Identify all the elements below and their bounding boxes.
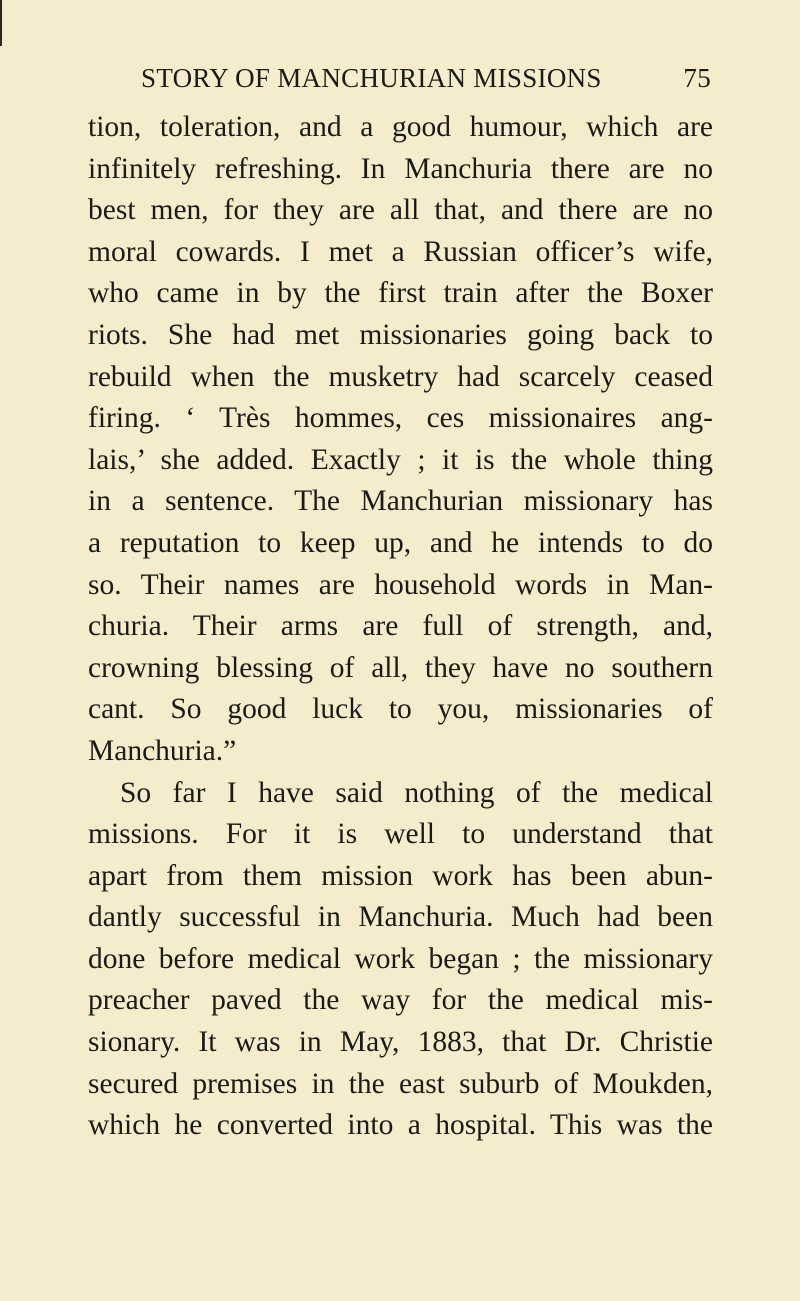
text-line: crowning blessing of all, they have no southern xyxy=(88,651,713,684)
paragraph-start-line: So far I have said nothing of the medical xyxy=(120,776,713,809)
running-title: STORY OF MANCHURIAN MISSIONS xyxy=(141,63,602,93)
text-line: moral cowards. I met a Russian officer’s wife, xyxy=(88,235,713,268)
text-line: so. Their names are household words in Man- xyxy=(88,568,713,601)
text-line: apart from them mission work has been abun- xyxy=(88,859,713,892)
text-line: lais,’ she added. Exactly ; it is the whole thing xyxy=(88,443,713,476)
running-header xyxy=(141,58,711,98)
text-line: infinitely refreshing. In Manchuria there are no xyxy=(88,152,713,185)
text-line: done before medical work began ; the missionary xyxy=(88,942,713,975)
text-line: missions. For it is well to understand that xyxy=(88,818,713,851)
text-line: who came in by the first train after the Boxer xyxy=(88,277,713,310)
text-line: firing. ‘ Très hommes, ces missionaires ang- xyxy=(88,402,713,435)
page-edge-mark xyxy=(0,0,2,46)
text-line: in a sentence. The Manchurian missionary has xyxy=(88,485,713,518)
text-line: tion, toleration, and a good humour, which are xyxy=(88,111,713,143)
text-line: which he converted into a hospital. This was the xyxy=(88,1109,713,1142)
text-line: sionary. It was in May, 1883, that Dr. Christie xyxy=(88,1026,713,1059)
text-line: rebuild when the musketry had scarcely ceased xyxy=(88,360,713,393)
body-text xyxy=(88,107,713,1147)
paragraph-end-line: Manchuria.” xyxy=(88,734,237,767)
page-number: 75 xyxy=(683,63,711,93)
text-line: dantly successful in Manchuria. Much had been xyxy=(88,901,713,934)
text-line: secured premises in the east suburb of Moukden, xyxy=(88,1067,713,1100)
text-line: best men, for they are all that, and there are no xyxy=(88,194,713,227)
text-line: churia. Their arms are full of strength, and, xyxy=(88,610,713,643)
text-line: a reputation to keep up, and he intends to do xyxy=(88,526,713,559)
text-line: riots. She had met missionaries going back to xyxy=(88,318,713,351)
text-line: preacher paved the way for the medical mis- xyxy=(88,984,713,1017)
text-line: cant. So good luck to you, missionaries of xyxy=(88,693,713,726)
